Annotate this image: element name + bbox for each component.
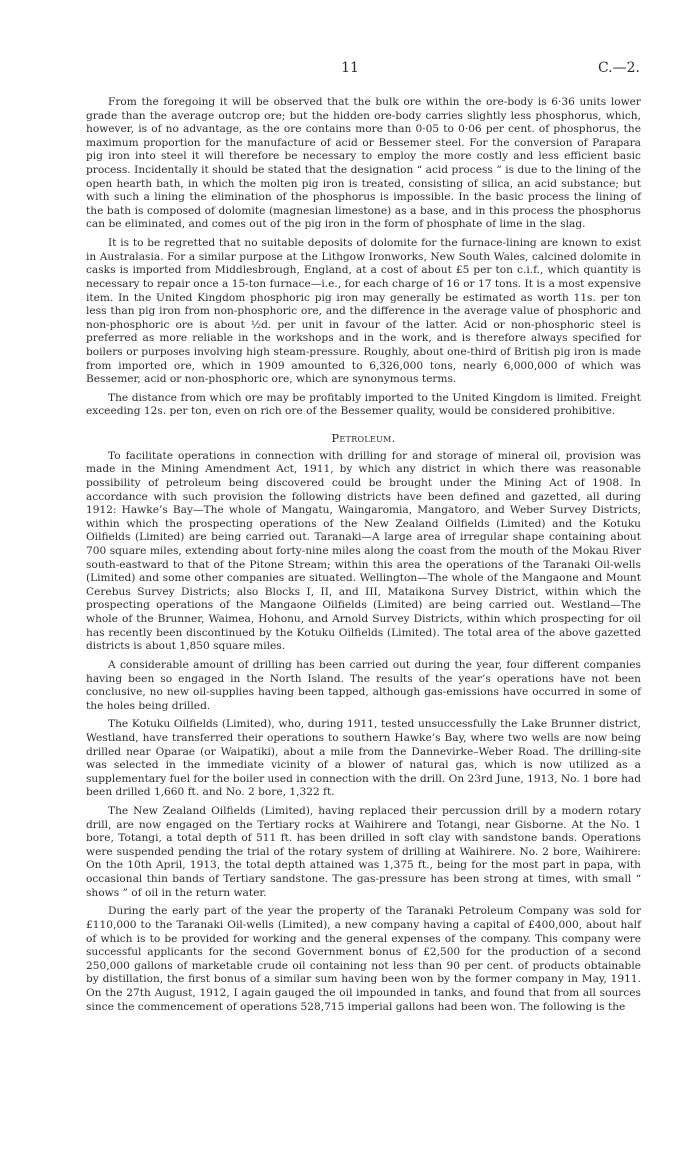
paragraph-drilling-summary: A considerable amount of drilling has been carried out during the year, four different companies having been so engaged in the North Island. The results of the year’s operations have not been conclusive, no new oil-supplies having been tapped, although gas-emissions have occurred in some of the holes being drilled. [86,658,641,712]
paragraph-gazetted-districts: To facilitate operations in connection with drilling for and storage of mineral oil, provision was made in the Mining Amendment Act, 1911, by which any district in which there was reasonable possibility of petroleum being discovered could be brought under the Mining Act of 1908. In accordance with such provision the following districts have been defined and gazetted, all during 1912: Hawke’s Bay—The whole of Mangatu, Waingaromia, Mangatoro, and Weber Survey Districts, within which the prospecting operations of the New Zealand Oilfields (Limited) and the Kotuku Oilfields (Limited) are being carried out. Taranaki—A large area of irregular shape containing about 700 square miles, extending about forty-nine miles along the coast from the mouth of the Mokau River south-eastward to that of the Pitone Stream; within this area the operations of the Taranaki Oil-wells (Limited) and some other companies are situated. Wellington—The whole of the Mangaone and Mount Cerebus Survey Districts; also Blocks I, II, and III, Mataikona Survey District, within which the prospecting operations of the Mangaone Oilfields (Limited) are being carried out. Westland—The whole of the Brunner, Waimea, Hohonu, and Arnold Survey Districts, within which prospecting for oil has recently been discontinued by the Kotuku Oilfields (Limited). The total area of the above gazetted districts is about 1,850 square miles. [86,449,641,653]
section-heading-petroleum: Petroleum. [331,431,396,446]
document-code: C.—2. [597,60,640,76]
paragraph-nz-oilfields: The New Zealand Oilfields (Limited), having replaced their percussion drill by a modern rotary drill, are now engaged on the Tertiary rocks at Waihirere and Totangi, near Gisborne. At the No. 1 bore, Totangi, a total depth of 511 ft. has been drilled in soft clay with sandstone bands. Operations were suspended pending the trial of the rotary system of drilling at Waihirere. No. 2 bore, Waihirere: On the 10th April, 1913, the total depth attained was 1,375 ft., being for the most part in papa, with occasional thin bands of Tertiary sandstone. The gas-pressure has been strong at times, with small “ shows ” of oil in the return water. [86,805,641,899]
document-body [86,96,641,1019]
page-header [0,60,700,80]
paragraph-taranaki-oil-wells: During the early part of the year the property of the Taranaki Petroleum Company was sold for £110,000 to the Taranaki Oil-wells (Limited), a new company having a capital of £400,000, about half of which is to be provided for working and the general expenses of the company. This company were successful applicants for the second Government bonus of £2,500 for the production of a second 250,000 gallons of marketable crude oil containing not less than 90 per cent. of products obtainable by distillation, the first bonus of a similar sum having been won by the former company in May, 1911. On the 27th August, 1912, I again gauged the oil impounded in tanks, and found that from all sources since the commencement of operations 528,715 imperial gallons had been won. The following is the [86,905,641,1013]
paragraph-dolomite: It is to be regretted that no suitable deposits of dolomite for the furnace-lining are known to exist in Australasia. For a similar purpose at the Lithgow Ironworks, New South Wales, calcined dolomite in casks is imported from Middlesbrough, England, at a cost of about £5 per ton c.i.f., which quantity is necessary to repair once a 15-ton furnace—i.e., for each charge of 16 or 17 tons. It is a most expensive item. In the United Kingdom phosphoric pig iron may generally be estimated as worth 11s. per ton less than pig iron from non-phosphoric ore, and the difference in the average value of phosphoric and non-phosphoric ore is about ½d. per unit in favour of the latter. Acid or non-phosphoric steel is preferred as more reliable in the workshops and in the work, and is therefore always specified for boilers or purposes involving high steam-pressure. Roughly, about one-third of British pig iron is made from imported ore, which in 1909 amounted to 6,326,000 tons, nearly 6,000,000 of which was Bessemer, acid or non-phosphoric ore, which are synonymous terms. [86,237,641,386]
paragraph-bulk-ore-phosphorus: From the foregoing it will be observed that the bulk ore within the ore-body is 6·36 units lower grade than the average outcrop ore; but the hidden ore-body carries slightly less phosphorus, which, however, is of no advantage, as the ore contains more than 0·05 to 0·06 per cent. of phosphorus, the maximum proportion for the manufacture of acid or Bessemer steel. For the conversion of Parapara pig iron into steel it will therefore be necessary to employ the more costly and less efficient basic process. Incidentally it should be stated that the designation “ acid process ” is due to the lining of the open hearth bath, in which the molten pig iron is treated, consisting of silica, an acid substance; but with such a lining the elimination of the phosphorus is impossible. In the basic process the lining of the bath is composed of dolomite (magnesian limestone) as a base, and in this process the phosphorus can be eliminated, and comes out of the pig iron in the form of phosphate of lime in the slag. [86,96,641,231]
paragraph-import-distance: The distance from which ore may be profitably imported to the United Kingdom is limited. Freight exceeding 12s. per ton, even on rich ore of the Bessemer quality, would be considered prohibitive. [86,391,641,418]
page-number: 11 [341,60,359,76]
paragraph-kotuku-oilfields: The Kotuku Oilfields (Limited), who, during 1911, tested unsuccessfully the Lake Brunner district, Westland, have transferred their operations to southern Hawke’s Bay, where two wells are now being drilled near Oparae (or Waipatiki), about a mile from the Dannevirke–Weber Road. The drilling-site was selected in the immediate vicinity of a blower of natural gas, which is now utilized as a supplementary fuel for the boiler used in connection with the drill. On 23rd June, 1913, No. 1 bore had been drilled 1,660 ft. and No. 2 bore, 1,322 ft. [86,718,641,799]
